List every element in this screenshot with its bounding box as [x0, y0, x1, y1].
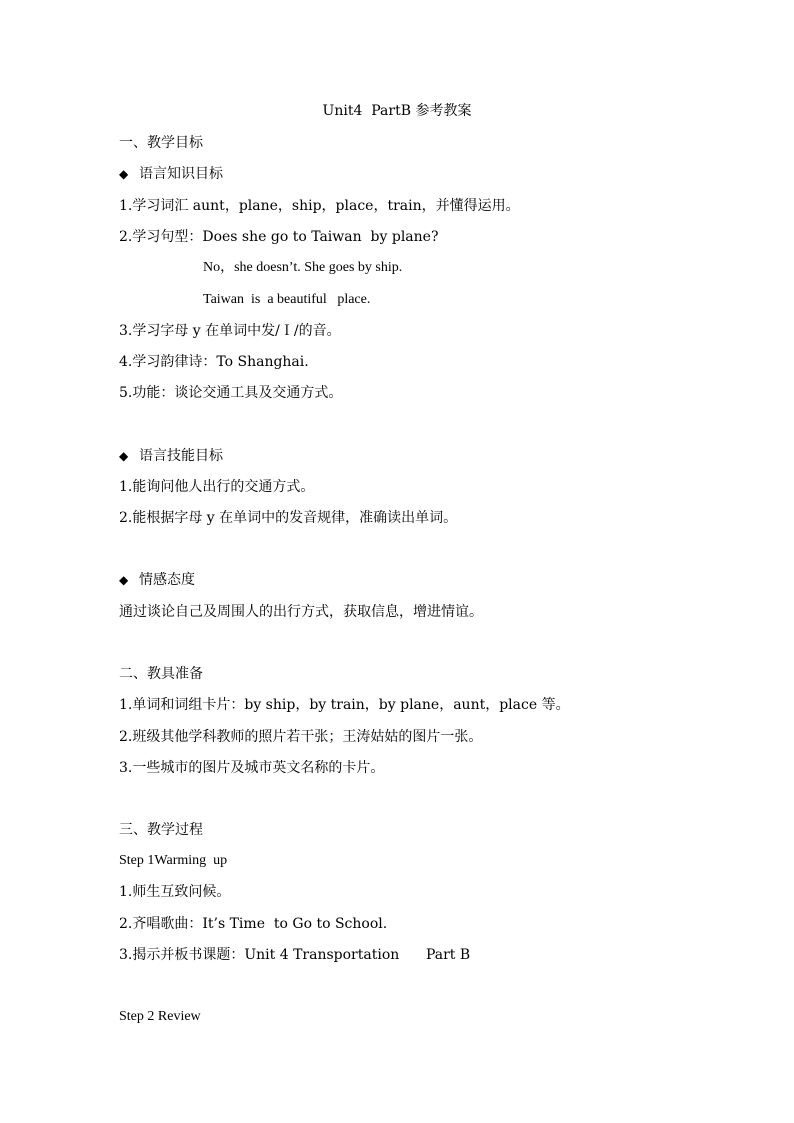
subheading-label: 情感态度 [139, 572, 195, 588]
section-heading-process: 三、教学过程 [119, 822, 203, 838]
list-item: 1.单词和词组卡片：by ship，by train，by plane，aunt，place 等。 [119, 697, 570, 713]
diamond-bullet-icon: ◆ [119, 449, 129, 463]
list-item: 2.能根据字母 y 在单词中的发音规律，准确读出单词。 [119, 510, 458, 526]
list-item: 2.学习句型：Does she go to Taiwan by plane? [119, 229, 439, 245]
section-heading-materials: 二、教具准备 [119, 666, 203, 682]
subheading-label: 语言技能目标 [139, 448, 223, 464]
list-item: 5.功能：谈论交通工具及交通方式。 [119, 385, 343, 401]
list-item: 3.揭示并板书课题：Unit 4 Transportation Part B [119, 947, 471, 963]
list-item: 1.师生互致问候。 [119, 884, 231, 900]
step-heading: Step 2 Review [119, 1009, 201, 1024]
diamond-bullet-icon: ◆ [119, 573, 129, 587]
document-title: Unit4 PartB 参考教案 [322, 103, 472, 119]
list-item: 3.一些城市的图片及城市英文名称的卡片。 [119, 760, 385, 776]
paragraph: 通过谈论自己及周围人的出行方式，获取信息，增进情谊。 [119, 604, 483, 620]
subheading-attitude [119, 571, 195, 589]
list-item: 1.能询问他人出行的交通方式。 [119, 479, 315, 495]
list-item: 2.班级其他学科教师的照片若干张；王涛姑姑的图片一张。 [119, 729, 483, 745]
list-item-continuation: No，she doesn’t. She goes by ship. [203, 260, 403, 275]
diamond-bullet-icon: ◆ [119, 167, 129, 181]
step-heading: Step 1Warming up [119, 853, 228, 868]
list-item: 3.学习字母 y 在单词中发/Ｉ/的音。 [119, 323, 341, 339]
list-item: 2.齐唱歌曲：It’s Time to Go to School. [119, 916, 388, 932]
list-item-continuation: Taiwan is a beautiful place. [203, 292, 371, 307]
subheading-language-skills [119, 447, 223, 465]
list-item: 4.学习韵律诗：To Shanghai. [119, 354, 309, 370]
section-heading-objectives: 一、教学目标 [119, 135, 203, 151]
subheading-label: 语言知识目标 [139, 166, 223, 182]
list-item: 1.学习词汇 aunt，plane，ship，place，train，并懂得运用。 [119, 198, 520, 214]
subheading-language-knowledge [119, 165, 223, 183]
